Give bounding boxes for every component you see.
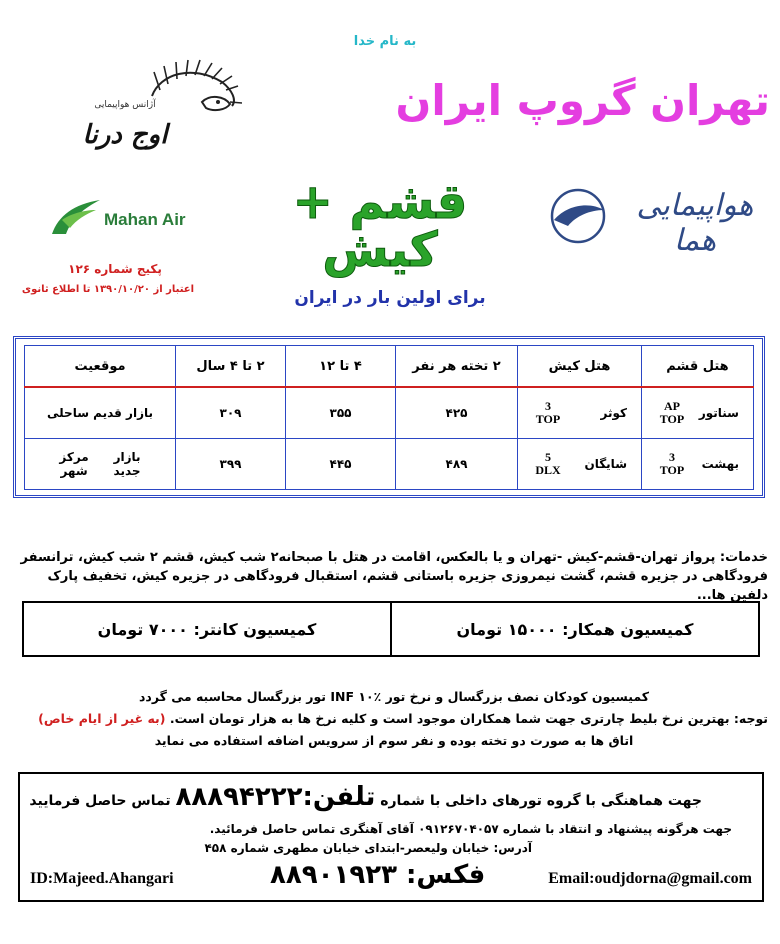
double-price: ۴۲۵ <box>396 387 518 439</box>
commission-box <box>22 601 760 657</box>
kish-hotel-name: شایگان <box>584 457 627 471</box>
address-line: آدرس: خیابان ولیعصر-ابتدای خیابان مطهری شماره ۴۵۸ <box>204 841 532 855</box>
mahan-air-name: Mahan Air <box>104 210 186 229</box>
feedback-line: جهت هرگونه پیشنهاد و انتقاد با شماره ۰۹۱۲۶۷۰۴۰۵۷ آقای آهنگری تماس حاصل فرمائید. <box>209 822 732 836</box>
price-table-frame <box>13 336 765 498</box>
location-area: مرکز شهر <box>59 450 89 478</box>
first-time-subtitle: برای اولین بار در ایران <box>294 288 486 308</box>
child-commission-note: کمیسیون کودکان نصف بزرگسال و نرخ تور INF ۱۰٪ تور بزرگسال محاسبه می گردد <box>138 689 650 704</box>
validity-date: اعتبار از ۱۳۹۰/۱۰/۲۰ تا اطلاع ثانوی <box>21 284 195 295</box>
services-description <box>20 548 768 605</box>
header-age-4-12: ۴ تا ۱۲ <box>286 346 396 388</box>
qeshm-hotel-cell <box>642 387 754 439</box>
services-line-2: فرودگاهی در جزیره قشم، گشت نیمروزی جزیره باستانی قشم، استقبال فرودگاهی در جزیره کیش، تخفیف پارک دلفین ها... <box>47 569 768 603</box>
contact-box <box>18 772 764 902</box>
qeshm-hotel-name: سناتور <box>698 406 739 420</box>
location-market: بازار جدید <box>113 450 141 478</box>
special-days-note: (به غیر از ایام خاص) <box>38 711 166 726</box>
kish-hotel-name: کوثر <box>600 406 627 420</box>
kish-hotel-grade: 5 DLX <box>535 450 561 477</box>
phone-number[interactable]: تلفن:۸۸۸۹۴۲۲۲ <box>175 782 376 812</box>
charter-note <box>20 708 768 730</box>
package-number: پکیج شماره ۱۲۶ <box>68 262 162 276</box>
location-market: بازار قدیم <box>93 406 153 420</box>
age-2-4-price: ۳۹۹ <box>176 439 286 490</box>
kish-hotel-cell <box>518 387 642 439</box>
qeshm-hotel-cell <box>642 439 754 490</box>
mahan-air-logo-icon <box>44 190 104 240</box>
double-price: ۴۸۹ <box>396 439 518 490</box>
agency-label: آژانس هواپیمایی <box>94 100 156 110</box>
charter-note-text: توجه: بهترین نرخ بلیط چارتری جهت شما همکاران موجود است و کلیه نرخ ها به هزار تومان است. <box>169 711 768 726</box>
header-qeshm-hotel: هتل قشم <box>642 346 754 388</box>
contact-outro: تماس حاصل فرمایید <box>29 793 171 809</box>
table-row <box>25 387 754 439</box>
email-address[interactable]: Email:oudjdorna@gmail.com <box>548 870 752 887</box>
room-note: اتاق ها به صورت دو تخته بوده و نفر سوم از سرویس اضافه استفاده می نماید <box>154 733 634 748</box>
contact-line-1 <box>29 782 702 812</box>
header-double-room: ۲ تخته هر نفر <box>396 346 518 388</box>
notes-section <box>20 686 768 752</box>
header-age-2-4: ۲ تا ۴ سال <box>176 346 286 388</box>
agency-name: اوج درنا <box>82 120 168 150</box>
destination-title: قشم + کیش <box>292 174 468 278</box>
main-title: تهران گروپ ایران <box>395 76 770 125</box>
table-row <box>25 439 754 490</box>
location-cell <box>25 439 176 490</box>
kish-hotel-cell <box>518 439 642 490</box>
kish-hotel-grade: 3 TOP <box>535 399 561 426</box>
age-4-12-price: ۴۴۵ <box>286 439 396 490</box>
homa-airline-name: هواپیمایی هما <box>636 188 754 258</box>
partner-commission: کمیسیون همکار: ۱۵۰۰۰ تومان <box>456 619 694 639</box>
contact-id: ID:Majeed.Ahangari <box>30 870 174 887</box>
contact-intro: جهت هماهنگی با گروه تورهای داخلی با شماره <box>380 793 702 809</box>
header-kish-hotel: هتل کیش <box>518 346 642 388</box>
fax-number: فکس: ۸۸۹۰۱۹۲۳ <box>270 860 486 890</box>
qeshm-hotel-grade: 3 TOP <box>659 450 685 477</box>
homa-bird-logo-icon <box>538 186 618 246</box>
price-table <box>24 345 754 490</box>
header-location: موقعیت <box>25 346 176 388</box>
location-cell <box>25 387 176 439</box>
counter-commission: کمیسیون کانتر: ۷۰۰۰ تومان <box>97 619 317 639</box>
table-header-row <box>25 346 754 388</box>
services-line-1: خدمات: پرواز تهران-قشم-کیش -تهران و یا بالعکس، اقامت در هتل با صبحانه۲ شب کیش، قشم ۲ شب کیش، ترانسفر <box>20 550 768 565</box>
qeshm-hotel-grade: AP TOP <box>659 399 685 426</box>
qeshm-hotel-name: بهشت <box>701 457 739 471</box>
basmala-text: به نام خدا <box>353 34 417 49</box>
age-2-4-price: ۳۰۹ <box>176 387 286 439</box>
age-4-12-price: ۳۵۵ <box>286 387 396 439</box>
location-area: ساحلی <box>47 406 89 420</box>
